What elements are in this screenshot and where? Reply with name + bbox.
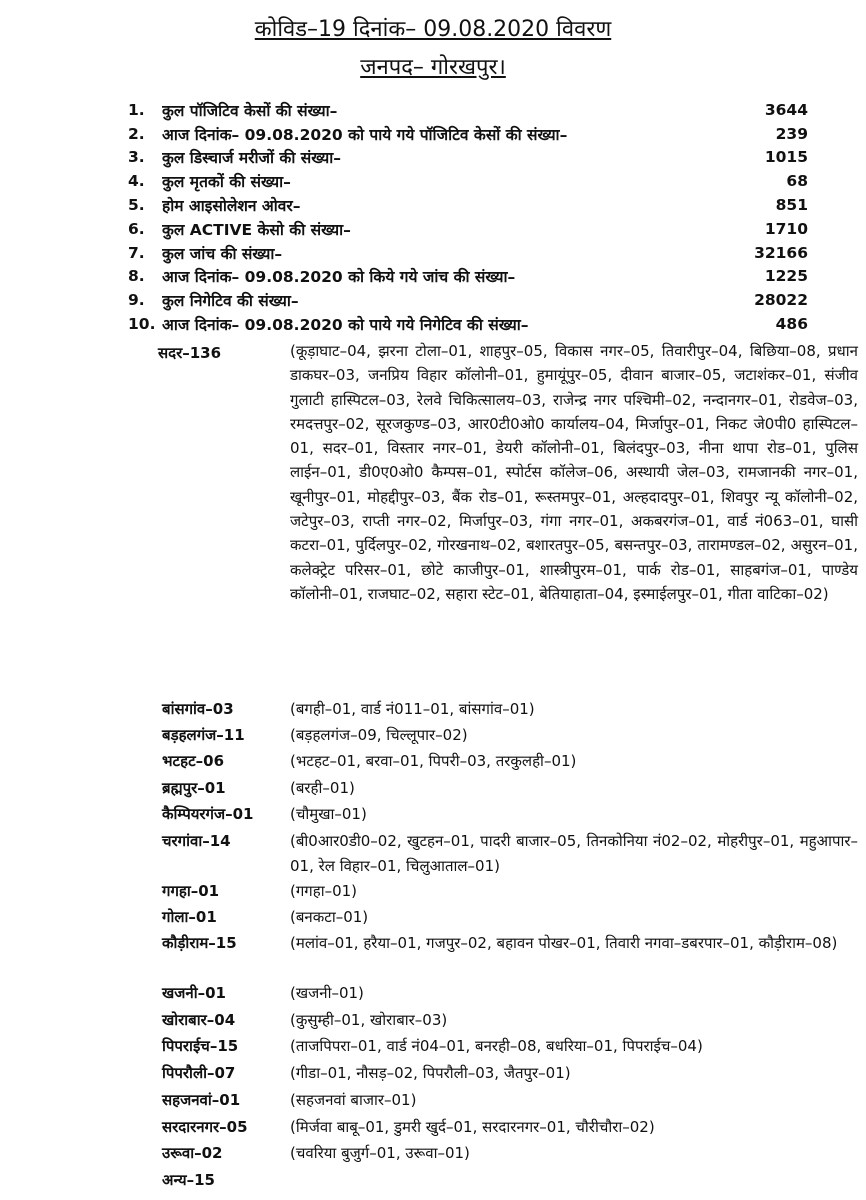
district-title: जनपद– गोरखपुर। (360, 55, 506, 80)
stat-number: 2. (128, 124, 145, 143)
block-detail: (खजनी–01) (290, 984, 364, 1002)
stat-value: 3644 (764, 100, 808, 119)
stat-row (128, 217, 808, 241)
block-detail: (चौमुखा–01) (290, 805, 367, 823)
block-name: गगहा–01 (162, 882, 220, 900)
block-name: खजनी–01 (162, 984, 226, 1002)
block-name: भटहट–06 (162, 752, 225, 770)
block-detail: (बनकटा–01) (290, 908, 369, 926)
block-name: ब्रह्मपुर–01 (162, 779, 226, 797)
block-detail-sadar: (कूड़ाघाट–04, झरना टोला–01, शाहपुर–05, विकास नगर–05, तिवारीपुर–04, बिछिया–08, प्रधान डाकघर–03, जनप्रिय विहार कॉलोनी–01, हुमायूंपुर–05, दीवान बाजार–05, जटाशंकर–01, संजीव गुलाटी हास्पिटल–03, रेलवे चिकित्सालय–03, राजेन्द्र नगर पश्चिमी–02, नन्दानगर–01, रोडवेज–03, रमदत्तपुर–02, सूरजकुण्ड–03, आर0टी0ओ0 कार्यालय–04, मिर्जापुर–01, निकट जे0पी0 हास्पिटल–01, सदर–01, विस्तार नगर–01, डेयरी कॉलोनी–01, बिलंदपुर–03, नीना थापा रोड–01, पुलिस लाईन–01, डी0ए0ओ0 कैम्पस–01, स्पोर्टस कॉलेज–06, अस्थायी जेल–03, रामजानकी नगर–01, खूनीपुर–01, मोहद्दीपुर–03, बैंक रोड–01, रूस्तमपुर–01, अल्हदादपुर–01, शिवपुर न्यू कॉलोनी–02, जटेपुर–03, राप्ती नगर–02, मिर्जापुर–03, गंगा नगर–01, अकबरगंज–01, वार्ड नं063–01, घासी कटरा–01, पुर्दिलपुर–02, गोरखनाथ–02, बशारतपुर–05, बसन्तपुर–03, तारामण्डल–02, असुरन–01, कलेक्ट्रेट परिसर–01, छोटे काजीपुर–01, शास्त्रीपुरम–01, पार्क रोड–01, साहबगंज–01, पाण्डेय कॉलोनी–01, राजघाट–02, सहारा स्टेट–01, बेतियाहाता–04, इस्माईलपुर–01, गीता वाटिका–02) (290, 342, 858, 603)
stat-number: 7. (128, 243, 145, 262)
block-name: चरगांवा–14 (162, 832, 231, 850)
stat-row (128, 98, 808, 122)
stat-value: 239 (775, 124, 808, 143)
stat-label: कुल पॉजिटिव केसों की संख्या– (162, 101, 338, 120)
summary-stats-list (128, 98, 808, 336)
stat-row (128, 193, 808, 217)
stat-row (128, 146, 808, 170)
stat-value: 32166 (754, 243, 808, 262)
stat-label: कुल ACTIVE केसो की संख्या– (162, 220, 351, 239)
stat-number: 4. (128, 172, 145, 191)
stat-value: 1225 (764, 267, 808, 286)
block-detail: (बरही–01) (290, 779, 355, 797)
stat-label: कुल डिस्चार्ज मरीजों की संख्या– (162, 149, 342, 168)
stat-number: 9. (128, 291, 145, 310)
block-name: खोराबार–04 (162, 1011, 236, 1029)
stat-row (128, 122, 808, 146)
stat-row (128, 169, 808, 193)
block-detail: (गगहा–01) (290, 882, 358, 900)
block-name: कैम्पियरगंज–01 (162, 805, 254, 823)
block-name: पिपरौली–07 (162, 1064, 236, 1082)
block-detail: (बगही–01, वार्ड नं011–01, बांसगांव–01) (290, 700, 535, 718)
stat-number: 5. (128, 196, 145, 215)
report-title: कोविड–19 दिनांक– 09.08.2020 विवरण (254, 17, 612, 42)
block-name: बड़हलगंज–11 (162, 726, 245, 744)
stat-value: 1015 (764, 148, 808, 167)
block-name: उरूवा–02 (162, 1144, 223, 1162)
block-detail: (मिर्जवा बाबू–01, डुमरी खुर्द–01, सरदारनगर–01, चौरीचौरा–02) (290, 1118, 655, 1136)
block-name: बांसगांव–03 (162, 700, 234, 718)
block-name: सहजनवां–01 (162, 1091, 241, 1109)
stat-value: 486 (775, 315, 808, 334)
block-name: कौड़ीराम–15 (162, 934, 237, 952)
block-name-sadar: सदर–136 (158, 344, 222, 362)
block-name: सरदारनगर–05 (162, 1118, 248, 1136)
stat-number: 1. (128, 100, 145, 119)
stat-row (128, 312, 808, 336)
block-detail: (गीडा–01, नौसड़–02, पिपरौली–03, जैतपुर–01) (290, 1064, 571, 1082)
block-detail: (ताजपिपरा–01, वार्ड नं04–01, बनरही–08, बधरिया–01, पिपराईच–04) (290, 1037, 703, 1055)
block-name: गोला–01 (162, 908, 217, 926)
stat-label: होम आइसोलेशन ओवर– (162, 197, 301, 216)
stat-value: 28022 (754, 291, 808, 310)
stat-value: 68 (786, 172, 808, 191)
block-detail: (मलांव–01, हरैया–01, गजपुर–02, बहावन पोखर–01, तिवारी नगवा–डबरपार–01, कौड़ीराम–08) (290, 934, 838, 952)
block-detail: (कुसुम्ही–01, खोराबार–03) (290, 1011, 448, 1029)
block-detail: (सहजनवां बाजार–01) (290, 1091, 417, 1109)
stat-value: 1710 (764, 219, 808, 238)
stat-label: कुल निगेटिव की संख्या– (162, 292, 299, 311)
block-detail: (चवरिया बुजुर्ग–01, उरूवा–01) (290, 1144, 470, 1162)
stat-label: आज दिनांक– 09.08.2020 को पाये गये निगेटिव की संख्या– (162, 316, 529, 335)
stat-row (128, 265, 808, 289)
stat-number: 3. (128, 148, 145, 167)
stat-number: 10. (128, 315, 156, 334)
block-detail: (बी0आर0डी0–02, खुटहन–01, पादरी बाजार–05, तिनकोनिया नं02–02, मोहरीपुर–01, महुआपार–01, रेल विहार–01, चिलुआताल–01) (290, 832, 858, 875)
block-name: पिपराईच–15 (162, 1037, 239, 1055)
block-detail: (बड़हलगंज–09, चिल्लूपार–02) (290, 726, 468, 744)
stat-label: कुल मृतकों की संख्या– (162, 173, 291, 192)
stat-number: 6. (128, 219, 145, 238)
stat-row (128, 241, 808, 265)
stat-row (128, 288, 808, 312)
block-detail: (भटहट–01, बरवा–01, पिपरी–03, तरकुलही–01) (290, 752, 577, 770)
block-name: अन्य–15 (162, 1171, 215, 1189)
stat-label: आज दिनांक– 09.08.2020 को किये गये जांच की संख्या– (162, 268, 516, 287)
stat-value: 851 (775, 196, 808, 215)
stat-label: कुल जांच की संख्या– (162, 244, 283, 263)
stat-label: आज दिनांक– 09.08.2020 को पाये गये पॉजिटिव केसों की संख्या– (162, 125, 568, 144)
stat-number: 8. (128, 267, 145, 286)
